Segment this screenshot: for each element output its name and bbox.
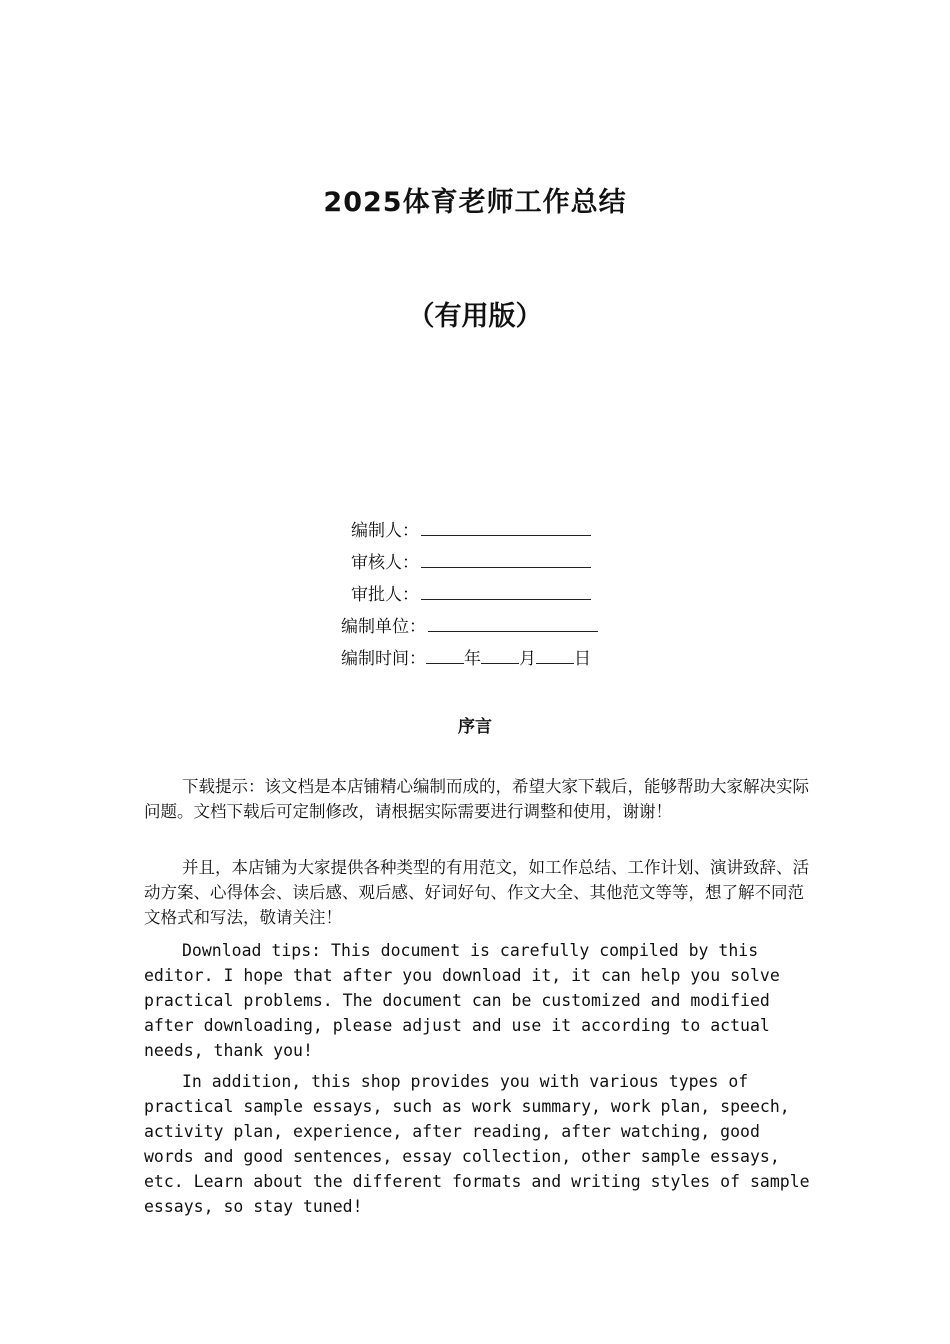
year-blank — [426, 647, 464, 664]
month-label: 月 — [519, 649, 536, 669]
day-blank — [536, 647, 574, 664]
document-subtitle: （有用版） — [407, 301, 543, 332]
approver-row — [351, 583, 591, 605]
unit-row — [341, 615, 598, 637]
reviewer-row — [351, 551, 591, 573]
paragraph-download-tip-en: Download tips: This document is carefully compiled by this editor. I hope that after you download it, it can help you solve practical problems. The document can be customized and modified after downloading, please adjust and use it according to actual needs, thank you! — [144, 941, 780, 1060]
compiler-label: 编制人： — [351, 521, 419, 541]
paragraph-download-tip-zh: 下载提示：该文档是本店铺精心编制而成的，希望大家下载后，能够帮助大家解决实际问题。文档下载后可定制修改，请根据实际需要进行调整和使用，谢谢！ — [144, 777, 809, 821]
reviewer-label: 审核人： — [351, 553, 419, 573]
day-label: 日 — [574, 649, 591, 669]
preface-title: 序言 — [458, 717, 492, 737]
unit-blank — [428, 615, 598, 632]
approver-label: 审批人： — [351, 585, 419, 605]
time-label: 编制时间： — [341, 649, 426, 669]
compiler-blank — [421, 519, 591, 536]
month-blank — [481, 647, 519, 664]
paragraph-addition-zh: 并且，本店铺为大家提供各种类型的有用范文，如工作总结、工作计划、演讲致辞、活动方案、心得体会、读后感、观后感、好词好句、作文大全、其他范文等等，想了解不同范文格式和写法，敬请关注！ — [144, 858, 809, 927]
reviewer-blank — [421, 551, 591, 568]
approver-blank — [421, 583, 591, 600]
time-row — [341, 647, 591, 669]
unit-label: 编制单位： — [341, 617, 426, 637]
paragraph-addition-en: In addition, this shop provides you with various types of practical sample essays, such as work summary, work plan, speech, activity plan, experience, after reading, after watching, good words and good sentences, essay collection, other sample essays, etc. Learn about the different formats and writing styles of sample essays, so stay tuned! — [144, 1072, 810, 1216]
document-title: 2025体育老师工作总结 — [323, 187, 627, 218]
compiler-row — [351, 519, 591, 541]
year-label: 年 — [464, 649, 481, 669]
